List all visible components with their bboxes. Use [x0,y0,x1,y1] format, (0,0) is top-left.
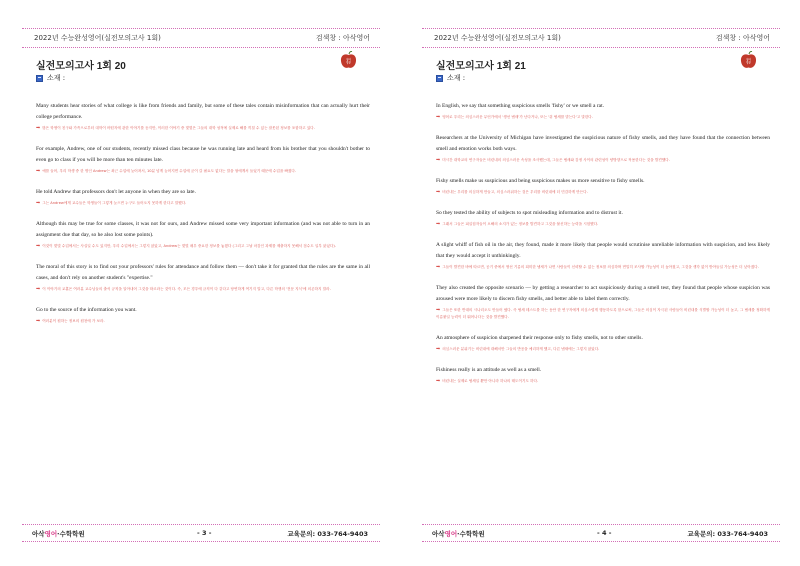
english-sentence: The moral of this story is to find out your professors' rules for attendance and follow them — don't take it for granted that the rules are the same in all cases, and don't rely on another student's "expertise." [36,264,370,281]
paragraph [436,240,770,271]
paragraph [36,219,370,250]
english-sentence: Fishiness really is an attitude as well as a smell. [436,367,542,373]
arrow-icon: ➡ [36,125,41,131]
korean-translation: ➡ 여러분이 원하는 정보의 원천에 가 보라. [36,318,105,324]
arrow-icon: ➡ [436,114,441,120]
english-sentence: Go to the source of the information you want. [36,307,137,313]
topic-label: 소재 : [447,74,466,82]
korean-translation: ➡ 비린내는 우리를 의심하게 만들고, 의심스러워하는 것은 우리를 비린내에 더 민감하게 만든다. [436,189,588,195]
arrow-icon: ➡ [436,157,441,163]
academy-name: 아삭영어∙수학학원 [432,530,485,538]
svg-text:영어: 영어 [745,58,752,62]
paragraph [36,144,370,175]
arrow-icon: ➡ [36,318,41,324]
english-sentence: In English, we say that something suspicious smells 'fishy' or we smell a rat. [436,103,605,109]
paragraph [436,283,770,321]
korean-translation: ➡ 예를 들어, 우리 학생 중 한 명인 Andrew는 최근 수업에 늦어져서, 10분 넘게 늦어지면 수업에 굳이 갈 필요도 없다는 말을 형에게서 들었기 때문에 수업을 빠졌다. [36,168,297,174]
paragraph [36,262,370,293]
arrow-icon: ➡ [436,264,441,270]
paragraph [36,305,370,325]
arrow-icon: ➡ [36,168,41,174]
arrow-icon: ➡ [36,243,41,249]
svg-text:영어: 영어 [345,58,352,62]
header-right-text: 검색창 : 아삭영어 [315,34,370,42]
page-header [422,28,780,48]
paragraph [36,101,370,132]
header-left-text: 2022년 수능완성영어(실전모의고사 1회) [34,34,161,42]
korean-translation: ➡ 그들은 또한 반대의 시나리오도 만들어 냈다. 즉 냄새 테스트를 하는 동안 한 연구자에게 의심스럽게 행동하도록 함으로써, 그들은 의심이 자극된 사람들이 비린내를 식별할 가능성이 더 높고, 그 냄새를 정확하게 이름붙일 능력이 더 뛰어나다는 것을 발견했다. [436,307,770,319]
paragraph [436,365,770,385]
page-number: - 3 - [197,529,212,537]
note-square-icon [436,75,443,82]
arrow-icon: ➡ [436,307,441,313]
english-sentence: So they tested the ability of subjects to spot misleading information and to distrust it. [436,210,623,216]
contact-info: 교육문의: 033-764-9403 [287,530,368,538]
page-title: 실전모의고사 1회 21 [436,61,526,72]
page-number: - 4 - [597,529,612,537]
korean-translation: ➡ 영어로 우리는 의심스러운 무언가에서 '생선 냄새'가 난다거나, 또는 '쥐 냄새를 맡는다'고 말한다. [436,114,593,120]
english-sentence: Many students hear stories of what college is like from friends and family, but some of these tales contain misinformation that can actually hurt their college performance. [36,103,370,120]
korean-translation: ➡ 그래서 그들은 피실험자들이 오해의 소지가 있는 정보를 발견하고 그것을 불신하는 능력을 시험했다. [436,221,599,227]
arrow-icon: ➡ [436,189,441,195]
contact-info: 교육문의: 033-764-9403 [687,530,768,538]
arrow-icon: ➡ [436,221,441,227]
english-sentence: For example, Andrew, one of our students, recently missed class because he was running late and heard from his brother that you shouldn't bother to even go to class if you will be more than ten minutes late. [36,146,370,163]
header-left-text: 2022년 수능완성영어(실전모의고사 1회) [434,34,561,42]
apple-logo-icon [740,51,757,69]
passage-body [436,101,770,397]
apple-logo-icon [340,51,357,69]
arrow-icon: ➡ [36,200,41,206]
paragraph [436,176,770,196]
arrow-icon: ➡ [436,346,441,352]
page-footer [22,524,380,542]
note-square-icon [36,75,43,82]
arrow-icon: ➡ [436,378,441,384]
korean-translation: ➡ 미시간 대학교의 연구자들은 비린내의 의심스러운 속성을 조사했는데, 그들은 냄새와 감정 사이의 관련성이 양방향으로 작용한다는 것을 발견했다. [436,157,670,163]
korean-translation: ➡ 많은 학생이 친구와 가족으로부터 대학이 어떤지에 관한 이야기를 듣지만, 이러한 이야기 중 몇몇은 그들의 대학 성적에 실제로 해를 끼칠 수 있는 잘못된 정보를 포함하고 있다. [36,125,315,131]
korean-translation: ➡ 의심스러운 분위기는 비린내에 대해서만 그들의 반응을 예리하게 했고, 다른 냄새에는 그렇지 않았다. [436,346,600,352]
arrow-icon: ➡ [36,286,41,292]
topic-line [436,73,465,83]
korean-translation: ➡ 그는 Andrew에게 교수들은 학생들이 그렇게 늦으면 누구도 들어오지 못하게 한다고 말했다. [36,200,187,206]
english-sentence: They also created the opposite scenario — by getting a researcher to act suspiciously during a smell test, they found that people whose suspicion was aroused were more likely to discern fishy smells, and better able to label them correctly. [436,285,770,302]
svg-text:명문: 명문 [345,61,352,65]
korean-translation: ➡ 이것이 몇몇 수업에서는 사실일 수도 있지만, 우리 수업에서는 그렇지 않았고, Andrew는 몇몇 매우 중요한 정보를 놓쳤다 (그리고 그날 마감인 과제를 제출하지 못해서 점수도 일부 잃었다). [36,243,336,249]
korean-translation: ➡ 이 이야기의 교훈은 여러분 교수님들의 출석 규칙을 알아내어 그것을 따르라는 것이다. 즉, 모든 경우에 규칙이 다 같다고 당연하게 여기지 말고, 다른 학생의 '전문 지식'에 의존하지 말라. [36,286,331,292]
english-sentence: A slight whiff of fish oil in the air, they found, made it more likely that people would scrutinise unreliable information with suspicion, and less likely that they would accept it unthinkingly. [436,242,770,259]
header-right-text: 검색창 : 아삭영어 [715,34,770,42]
page-header [22,28,380,48]
paragraph [436,101,770,121]
paragraph [436,333,770,353]
passage-body [36,101,370,337]
english-sentence: Fishy smells make us suspicious and being suspicious makes us more sensitive to fishy smells. [436,178,645,184]
english-sentence: He told Andrew that professors don't let anyone in when they are so late. [36,189,196,195]
page-title: 실전모의고사 1회 20 [36,61,126,72]
svg-text:명문: 명문 [745,61,752,65]
english-sentence: An atmosphere of suspicion sharpened their response only to fishy smells, not to other smells. [436,335,643,341]
page-right [400,0,800,566]
topic-label: 소재 : [47,74,66,82]
english-sentence: Although this may be true for some classes, it was not for ours, and Andrew missed some very important information (and was not able to turn in an assignment due that day, so he also lost some points). [36,221,370,238]
paragraph [436,208,770,228]
english-sentence: Researchers at the University of Michigan have investigated the suspicious nature of fishy smells, and they have found that the connection between smell and emotion works both ways. [436,135,770,152]
academy-name: 아삭영어∙수학학원 [32,530,85,538]
page-footer [422,524,780,542]
korean-translation: ➡ 비린내는 실제로 냄새일 뿐만 아니라 하나의 태도이기도 하다. [436,378,539,384]
korean-translation: ➡ 그들이 발견한 바에 따르면, 공기 중에서 생선 기름의 희미한 냄새가 나면 사람들이 신뢰할 수 없는 정보를 의심하며 면밀히 조사할 가능성이 더 높아졌고, 그것을 생각 없이 받아들일 가능성은 더 낮아졌다. [436,264,759,270]
topic-line [36,73,65,83]
paragraph [36,187,370,207]
paragraph [436,133,770,164]
